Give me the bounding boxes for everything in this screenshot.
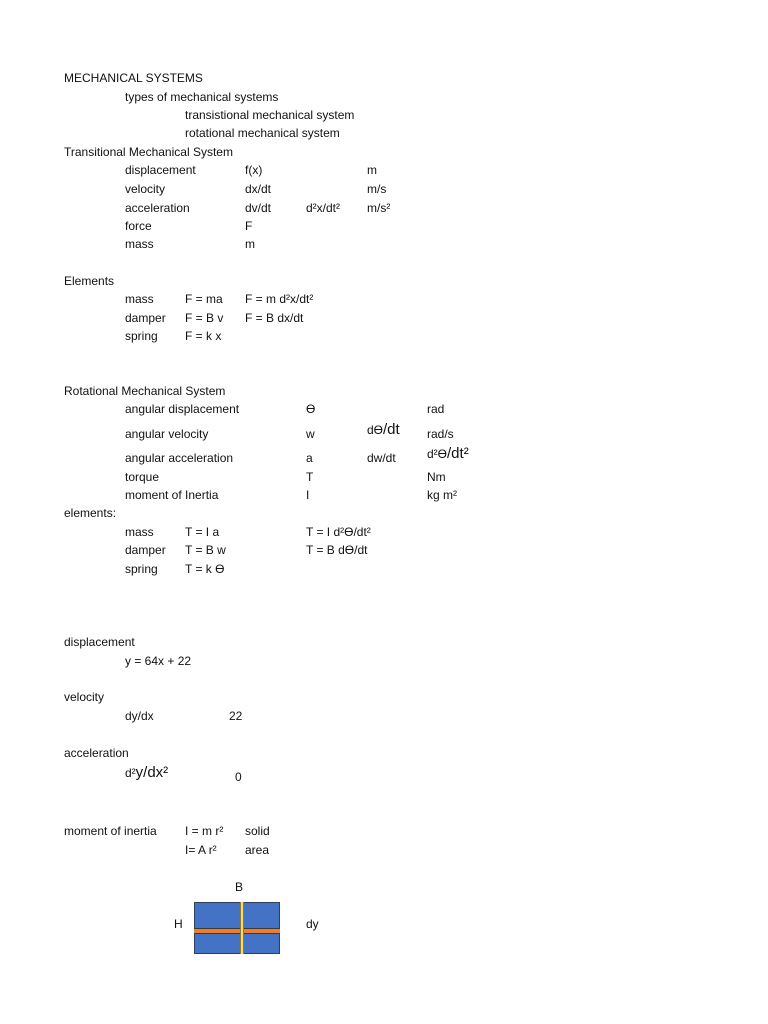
vertical-strip (240, 902, 244, 954)
quantity-symbol: dx/dt (245, 182, 272, 196)
quantity-unit: Nm (427, 470, 446, 484)
example-label: velocity (64, 690, 105, 704)
element-name: mass (125, 525, 154, 539)
quantity-symbol: I (306, 488, 310, 502)
unit-suffix: /dt² (447, 445, 469, 462)
quantity-unit: m/s² (367, 201, 391, 215)
example-label: acceleration (64, 746, 129, 760)
inertia-description: solid (245, 824, 270, 838)
cross-section-diagram (194, 902, 280, 954)
inertia-equation: I = m r² (185, 824, 224, 838)
derivative-prefix: dӨ (367, 423, 384, 437)
elements-heading: Elements (64, 274, 115, 288)
example-value: 22 (229, 709, 243, 723)
element-equation: F = k x (185, 329, 222, 343)
element-name: damper (125, 311, 166, 325)
element-name: damper (125, 543, 166, 557)
quantity-derivative: dw/dt (367, 451, 396, 465)
element-equation: T = k Ө (185, 562, 225, 576)
quantity-name: mass (125, 237, 154, 251)
quantity-unit: rad/s (427, 427, 454, 441)
quantity-unit: m (367, 163, 377, 177)
element-name: mass (125, 292, 154, 306)
quantity-second-derivative: d²x/dt² (306, 201, 341, 215)
example-equation: dy/dx (125, 709, 154, 723)
element-equation-expanded: F = B dx/dt (245, 311, 304, 325)
example-value: 0 (235, 770, 242, 784)
quantity-name: angular acceleration (125, 451, 234, 465)
quantity-name: velocity (125, 182, 166, 196)
quantity-name: angular velocity (125, 427, 209, 441)
quantity-unit: m/s (367, 182, 387, 196)
equation-suffix: y/dx² (135, 764, 169, 781)
quantity-symbol: f(x) (245, 163, 263, 177)
example-equation: y = 64x + 22 (125, 654, 192, 668)
types-heading: types of mechanical systems (125, 90, 279, 104)
quantity-name: acceleration (125, 201, 190, 215)
element-equation-expanded: T = I d²Ө/dt² (306, 525, 371, 539)
element-equation-expanded: T = B dӨ/dt (306, 543, 368, 557)
element-equation: T = I a (185, 525, 220, 539)
example-equation (125, 766, 168, 780)
quantity-unit (427, 447, 469, 461)
quantity-derivative (367, 423, 400, 437)
equation-prefix: d² (125, 766, 136, 780)
quantity-symbol: Ө (306, 402, 316, 416)
page-title: MECHANICAL SYSTEMS (64, 71, 203, 85)
quantity-name: torque (125, 470, 160, 484)
diagram-width-label: B (235, 880, 244, 894)
quantity-symbol: m (245, 237, 255, 251)
derivative-suffix: /dt (383, 421, 400, 438)
rot-elements-heading: elements: (64, 506, 117, 520)
quantity-symbol: dv/dt (245, 201, 272, 215)
diagram-strip-label: dy (306, 917, 319, 931)
element-name: spring (125, 562, 158, 576)
element-equation-expanded: F = m d²x/dt² (245, 292, 314, 306)
inertia-equation: I= A r² (185, 843, 217, 857)
quantity-unit: rad (427, 402, 445, 416)
example-label: displacement (64, 635, 135, 649)
diagram-height-label: H (174, 917, 183, 931)
horizontal-strip (194, 928, 280, 934)
type-item: rotational mechanical system (185, 126, 340, 140)
quantity-name: displacement (125, 163, 196, 177)
quantity-symbol: w (306, 427, 315, 441)
quantity-symbol: F (245, 219, 253, 233)
element-equation: F = B v (185, 311, 224, 325)
quantity-symbol: a (306, 451, 313, 465)
quantity-name: angular displacement (125, 402, 240, 416)
element-equation: T = B w (185, 543, 226, 557)
quantity-symbol: T (306, 470, 314, 484)
quantity-name: moment of Inertia (125, 488, 219, 502)
element-name: spring (125, 329, 158, 343)
type-item: transistional mechanical system (185, 108, 355, 122)
rotational-heading: Rotational Mechanical System (64, 384, 226, 398)
inertia-description: area (245, 843, 270, 857)
example-label: moment of inertia (64, 824, 157, 838)
unit-prefix: d²Ө (427, 447, 448, 461)
quantity-name: force (125, 219, 152, 233)
element-equation: F = ma (185, 292, 223, 306)
transitional-heading: Transitional Mechanical System (64, 145, 233, 159)
quantity-unit: kg m² (427, 488, 457, 502)
